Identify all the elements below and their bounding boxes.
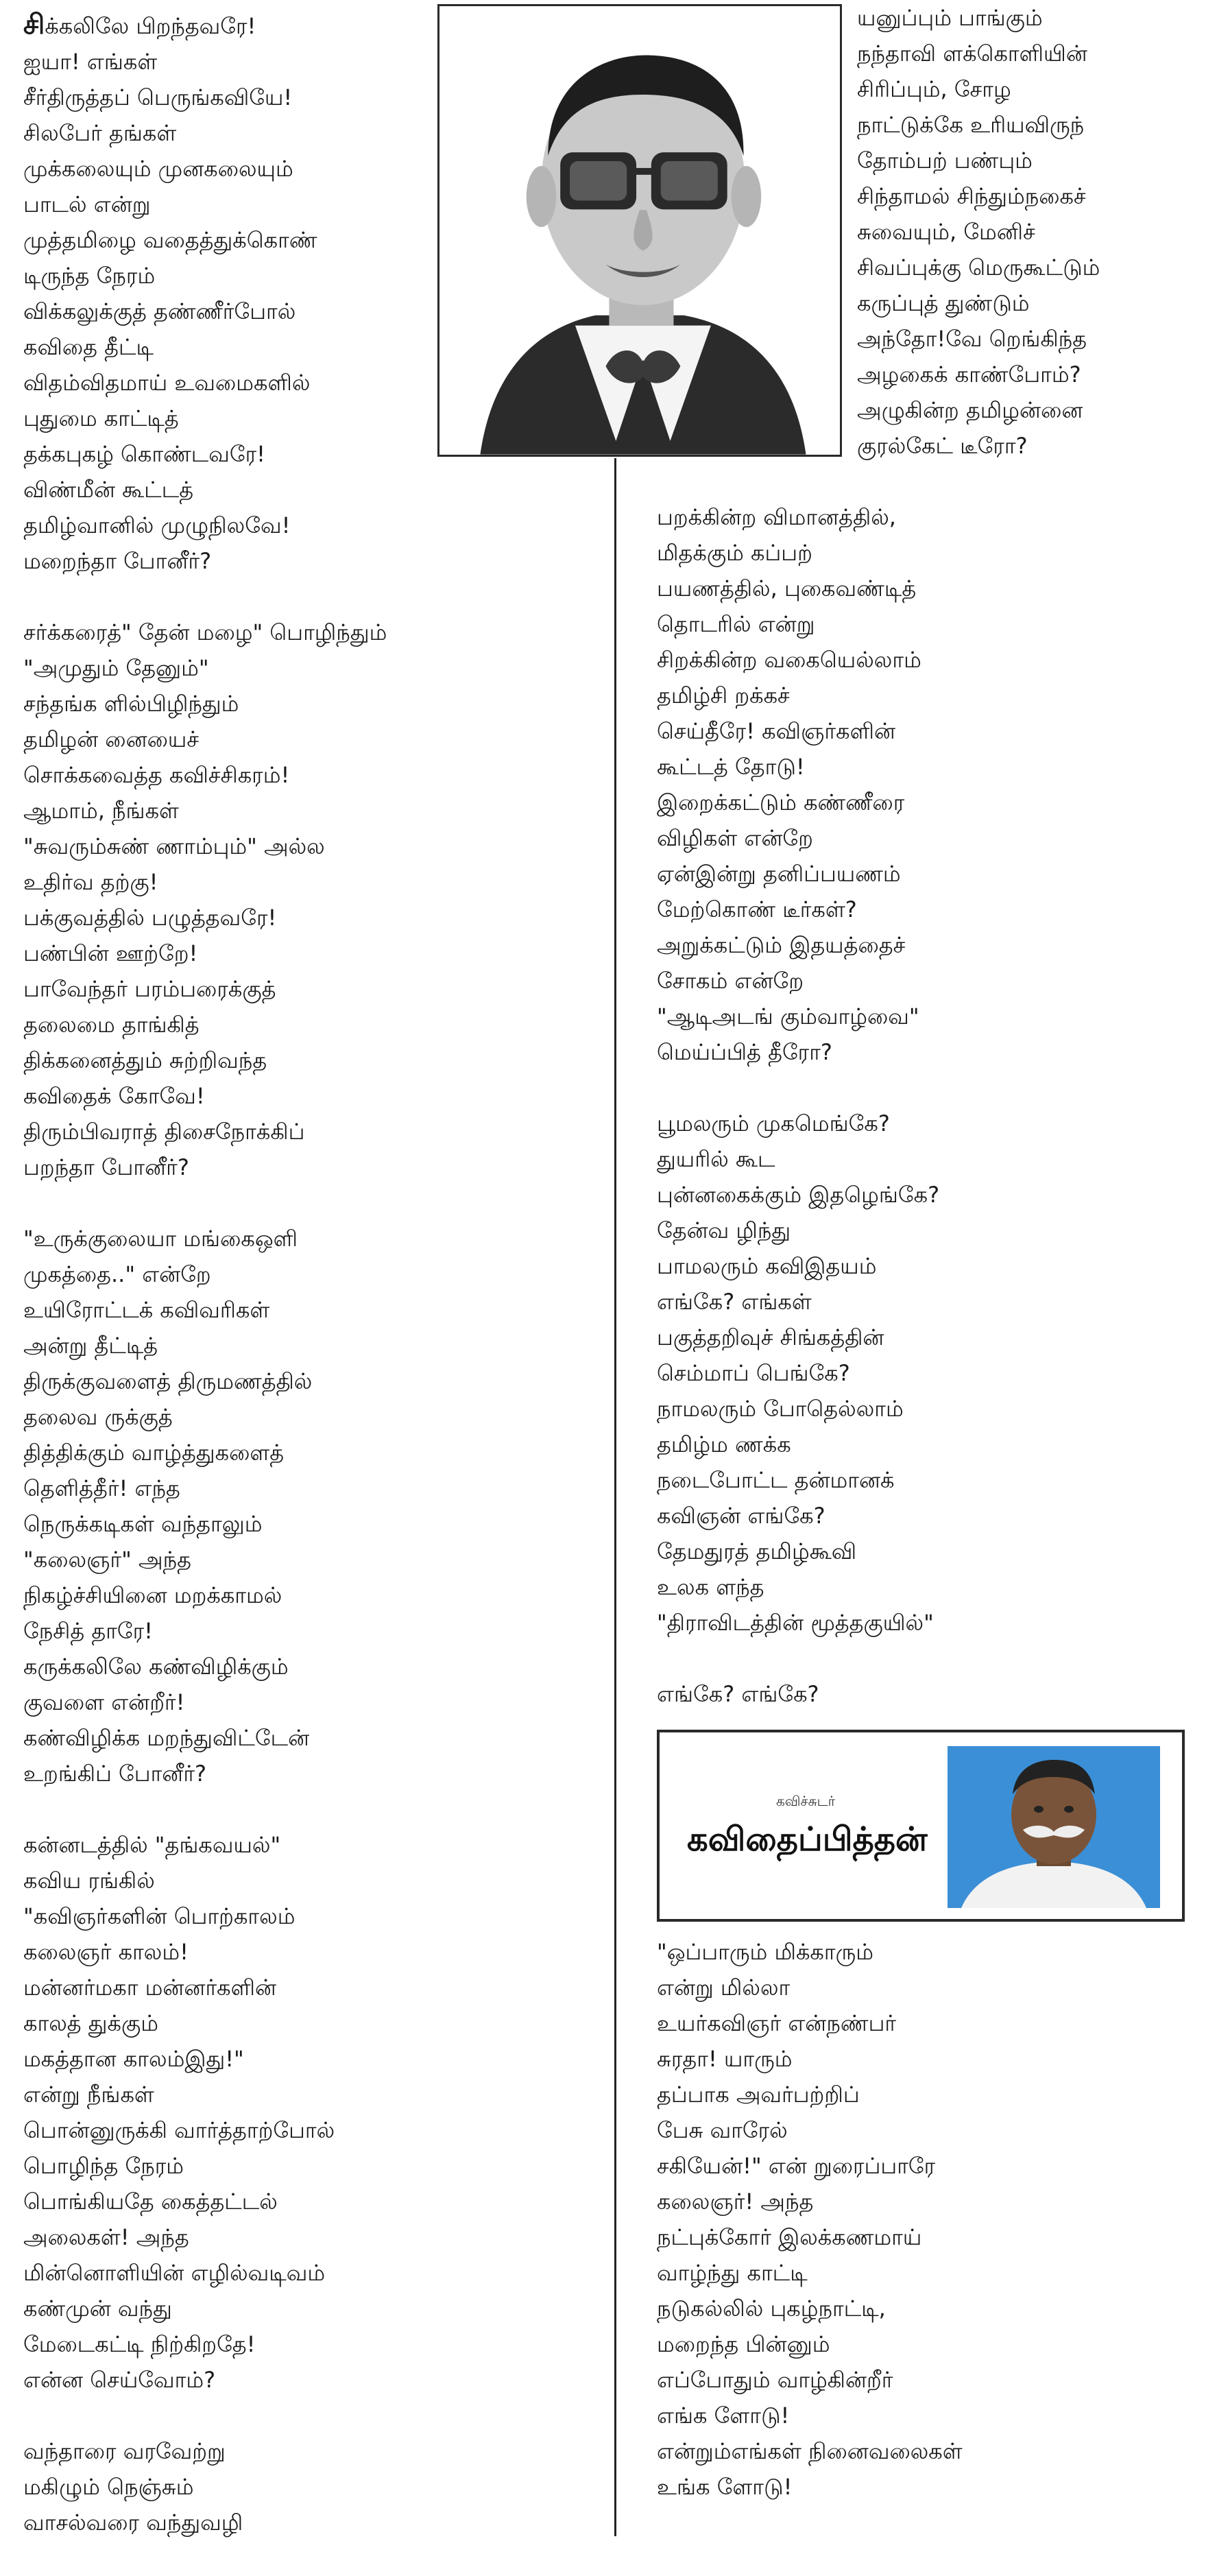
poem-stanza <box>23 1221 586 1791</box>
poem-line: பேசு வாரேல் <box>657 2117 788 2143</box>
poem-line: நடைபோட்ட தன்மானக் <box>657 1467 895 1493</box>
drop-cap: சி <box>23 9 45 40</box>
column-divider <box>614 458 616 2536</box>
poem-line: பறந்தா போனீர்? <box>23 1154 189 1180</box>
poem-line: தமிழ்சி றக்கச் <box>657 682 790 708</box>
poem-line: பொன்னுருக்கி வார்த்தாற்போல் <box>23 2117 335 2143</box>
poem-line: "ஒப்பாரும் மிக்காரும் <box>657 1939 874 1965</box>
poem-line: சகியேன்!" என் றுரைப்பாரே <box>657 2153 936 2179</box>
poem-line: சிறக்கின்ற வகையெல்லாம் <box>657 647 921 673</box>
poem-line: பொழிந்த நேரம் <box>23 2153 184 2179</box>
poem-line: பறக்கின்ற விமானத்தில், <box>657 504 896 530</box>
poem-line: எங்கே? எங்கே? <box>657 1681 819 1707</box>
portrait-image <box>439 6 840 455</box>
poem-line: பயணத்தில், புகைவண்டித் <box>657 575 917 601</box>
poem-line: துயரில் கூட <box>657 1146 775 1172</box>
poem-line: விண்மீன் கூட்டத் <box>23 477 194 503</box>
poem-line: தேமதுரத் தமிழ்கூவி <box>657 1538 857 1564</box>
poem-line: தமிழ்ம ணக்க <box>657 1431 791 1457</box>
poem-middle-column <box>657 499 1219 1748</box>
poem-line: அழகைக் காண்போம்? <box>857 361 1081 387</box>
poem-line: யனுப்பும் பாங்கும் <box>857 5 1043 31</box>
poem-line: ஐயா! எங்கள் <box>23 49 158 75</box>
poem-line: சுரதா! யாரும் <box>657 2046 793 2072</box>
poem-line: சீர்திருத்தப் பெருங்கவியே! <box>23 84 293 110</box>
poem-line: பாவேந்தர் பரம்பரைக்குத் <box>23 976 276 1002</box>
poem-line: செய்தீரே! கவிஞர்களின் <box>657 718 895 744</box>
poem-line: பொங்கியதே கைத்தட்டல் <box>23 2189 278 2215</box>
poem-line: வந்தாரை வரவேற்று <box>23 2438 226 2464</box>
poem-line: மெய்ப்பித் தீரோ? <box>657 1039 832 1065</box>
poem-line: திரும்பிவராத் திசைநோக்கிப் <box>23 1119 305 1145</box>
poem-line: தக்கபுகழ் கொண்டவரே! <box>23 441 265 467</box>
poem-line-text: க்கலிலே பிறந்தவரே! <box>45 13 256 39</box>
poem-line: தமிழன் னையைச் <box>23 726 200 752</box>
poem-line: அன்று தீட்டித் <box>23 1333 158 1359</box>
poem-line: எங்கே? எங்கள் <box>657 1289 812 1315</box>
poem-line: புதுமை காட்டித் <box>23 405 179 431</box>
poem-line: அலைகள்! அந்த <box>23 2224 189 2250</box>
poem-line: முகத்தை.." என்றே <box>23 1261 211 1287</box>
poem-line: கவிஞன் எங்கே? <box>657 1503 825 1529</box>
poem-line: உலக ளந்த <box>657 1574 764 1600</box>
poem-line: என்றும்எங்கள் நினைவலைகள் <box>657 2438 963 2464</box>
poem-line: "கலைஞர்" அந்த <box>23 1547 191 1573</box>
poem-line: அந்தோ!வே றெங்கிந்த <box>857 326 1087 352</box>
poem-line: என்று நீங்கள் <box>23 2082 154 2108</box>
poem-line: என்று மில்லா <box>657 1975 791 2001</box>
poem-line: உதிர்வ தற்கு! <box>23 869 158 895</box>
poem-line: "ஆடிஅடங் கும்வாழ்வை" <box>657 1003 919 1029</box>
author-photo-image <box>948 1746 1160 1908</box>
poem-line: வாழ்ந்து காட்டி <box>657 2260 808 2286</box>
poem-line: இறைக்கட்டும் கண்ணீரை <box>657 789 905 815</box>
poem-line: உறங்கிப் போனீர்? <box>23 1761 207 1787</box>
poem-line: கவிய ரங்கில் <box>23 1868 155 1894</box>
poem-line: தித்திக்கும் வாழ்த்துகளைத் <box>23 1440 285 1466</box>
poem-line: தேன்வ ழிந்து <box>657 1217 791 1243</box>
poem-line: தோம்பற் பண்பும் <box>857 147 1033 174</box>
poem-line: என்ன செய்வோம்? <box>23 2367 216 2393</box>
poem-line: மகிழும் நெஞ்சும் <box>23 2474 194 2500</box>
poem-line: சிவப்புக்கு மெருகூட்டும் <box>857 254 1100 281</box>
author-title: கவிச்சுடர் <box>776 1793 836 1809</box>
poem-line: குவளை என்றீர்! <box>23 1689 185 1715</box>
poem-line: கவிதை தீட்டி <box>23 334 154 360</box>
poem-bottom-right-column <box>657 1934 1219 2505</box>
poem-line: "திராவிடத்தின் மூத்தகுயில்" <box>657 1610 934 1636</box>
poem-line: பகுத்தறிவுச் சிங்கத்தின் <box>657 1324 884 1350</box>
poem-line: கண்விழிக்க மறந்துவிட்டேன் <box>23 1725 310 1751</box>
poem-line: தலைவ ருக்குத் <box>23 1404 173 1430</box>
poem-line: மேற்கொண் டீர்கள்? <box>657 896 857 922</box>
poet-portrait <box>437 4 842 457</box>
poem-line: சிலபேர் தங்கள் <box>23 120 177 146</box>
poem-line: தெளித்தீர்! எந்த <box>23 1475 180 1501</box>
poem-line: மின்னொளியின் எழில்வடிவம் <box>23 2260 326 2286</box>
poem-line: நேசித் தாரே! <box>23 1618 153 1644</box>
poem-line: குரல்கேட் டீரோ? <box>857 433 1028 459</box>
poem-line: நாட்டுக்கே உரியவிருந் <box>857 112 1085 138</box>
author-photo <box>948 1746 1160 1908</box>
poem-stanza <box>23 2433 586 2540</box>
poem-line: நிகழ்ச்சியினை மறக்காமல் <box>23 1582 282 1608</box>
poem-line: தப்பாக அவர்பற்றிப் <box>657 2082 860 2108</box>
poem-line: காலத் துக்கும் <box>23 2010 158 2036</box>
poem-stanza <box>23 1827 586 2398</box>
poem-line: மிதக்கும் கப்பற் <box>657 540 812 566</box>
poem-line: மறைந்த பின்னும் <box>657 2331 830 2357</box>
poem-line: நாமலரும் போதெல்லாம் <box>657 1396 904 1422</box>
poem-line: நெருக்கடிகள் வந்தாலும் <box>23 1511 263 1537</box>
poem-line: நந்தாவி ளக்கொளியின் <box>857 40 1087 67</box>
poem-line: திக்கனைத்தும் சுற்றிவந்த <box>23 1047 267 1073</box>
poem-line: பாமலரும் கவிஇதயம் <box>657 1253 877 1279</box>
poem-stanza <box>657 1106 1219 1641</box>
poem-right-top-column <box>857 0 1214 464</box>
poem-line: பூமலரும் முகமெங்கே? <box>657 1110 890 1136</box>
poem-line: "கவிஞர்களின் பொற்காலம் <box>23 1903 296 1929</box>
author-credit-box <box>657 1730 1185 1922</box>
poem-line: பண்பின் ஊற்றே! <box>23 940 198 966</box>
poem-line: முத்தமிழை வதைத்துக்கொண் <box>23 227 317 253</box>
poem-line: கண்முன் வந்து <box>23 2295 172 2322</box>
poem-line: சிந்தாமல் சிந்தும்நகைச் <box>857 183 1086 209</box>
poem-line: விதம்விதமாய் உவமைகளில் <box>23 370 311 396</box>
poem-line: தமிழ்வானில் முழுநிலவே! <box>23 512 291 538</box>
poem-stanza <box>657 1676 1219 1712</box>
poem-line: "அமுதும் தேனும்" <box>23 655 209 681</box>
poem-line: ஆமாம், நீங்கள் <box>23 798 179 824</box>
poem-line: சந்தங்க ளில்பிழிந்தும் <box>23 691 239 717</box>
poem-line: கன்னடத்தில் "தங்கவயல்" <box>23 1832 281 1858</box>
poem-line: மேடைகட்டி நிற்கிறதே! <box>23 2331 256 2357</box>
poem-line: நடுகல்லில் புகழ்நாட்டி, <box>657 2295 886 2322</box>
poem-line: கருப்புத் துண்டும் <box>857 290 1030 316</box>
poem-line: உயிரோட்டக் கவிவரிகள் <box>23 1297 270 1323</box>
poem-line: மன்னர்மகா மன்னர்களின் <box>23 1975 277 2001</box>
poem-line: கருக்கலிலே கண்விழிக்கும் <box>23 1654 289 1680</box>
poem-line: செம்மாப் பெங்கே? <box>657 1360 850 1386</box>
poem-line: விக்கலுக்குத் தண்ணீர்போல் <box>23 298 296 324</box>
poem-stanza <box>23 615 586 1185</box>
poem-line: அறுக்கட்டும் இதயத்தைச் <box>657 932 906 958</box>
poem-line: சோகம் என்றே <box>657 968 804 994</box>
poem-line: கலைஞர்! அந்த <box>657 2189 814 2215</box>
poem-line: பாடல் என்று <box>23 191 151 217</box>
poem-line: உங்க ளோடு! <box>657 2474 793 2500</box>
poem-line: புன்னகைக்கும் இதழெங்கே? <box>657 1182 940 1208</box>
poem-line: கூட்டத் தோடு! <box>657 754 805 780</box>
poem-line: மறைந்தா போனீர்? <box>23 548 212 574</box>
poem-line: வாசல்வரை வந்துவழி <box>23 2509 243 2536</box>
poem-line: சொக்கவைத்த கவிச்சிகரம்! <box>23 762 290 788</box>
poem-line: தலைமை தாங்கித் <box>23 1012 200 1038</box>
poem-line: பக்குவத்தில் பழுத்தவரே! <box>23 905 277 931</box>
poem-line: முக்கலையும் முனகலையும் <box>23 156 293 182</box>
poem-line: தொடரில் என்று <box>657 611 815 637</box>
poem-line: டிருந்த நேரம் <box>23 263 156 289</box>
poem-line: மகத்தான காலம்இது!" <box>23 2046 244 2072</box>
poem-line: நட்புக்கோர் இலக்கணமாய் <box>657 2224 922 2250</box>
poem-line: சிரிப்பும், சோழ <box>857 76 1011 102</box>
poem-line: அழுகின்ற தமிழன்னை <box>857 397 1083 423</box>
poem-line: சர்க்கரைத்" தேன் மழை" பொழிந்தும் <box>23 619 387 645</box>
poem-stanza <box>657 499 1219 1070</box>
poem-line: திருக்குவளைத் திருமணத்தில் <box>23 1368 313 1394</box>
author-name: கவிதைப்பித்தன் <box>687 1820 928 1859</box>
poem-line: "உருக்குலையா மங்கைஒளி <box>23 1226 298 1252</box>
poem-line: ஏன்இன்று தனிப்பயணம் <box>657 861 901 887</box>
poem-line: கவிதைக் கோவே! <box>23 1083 205 1109</box>
poem-line: உயர்கவிஞர் என்நண்பர் <box>657 2010 897 2036</box>
poem-line: "சுவரும்சுண் ணாம்பும்" அல்ல <box>23 833 325 859</box>
poem-line: சுவையும், மேனிச் <box>857 219 1035 245</box>
poem-line: எங்க ளோடு! <box>657 2402 790 2429</box>
poem-line: கலைஞர் காலம்! <box>23 1939 189 1965</box>
poem-line: எப்போதும் வாழ்கின்றீர் <box>657 2367 893 2393</box>
poem-line: விழிகள் என்றே <box>657 825 813 851</box>
